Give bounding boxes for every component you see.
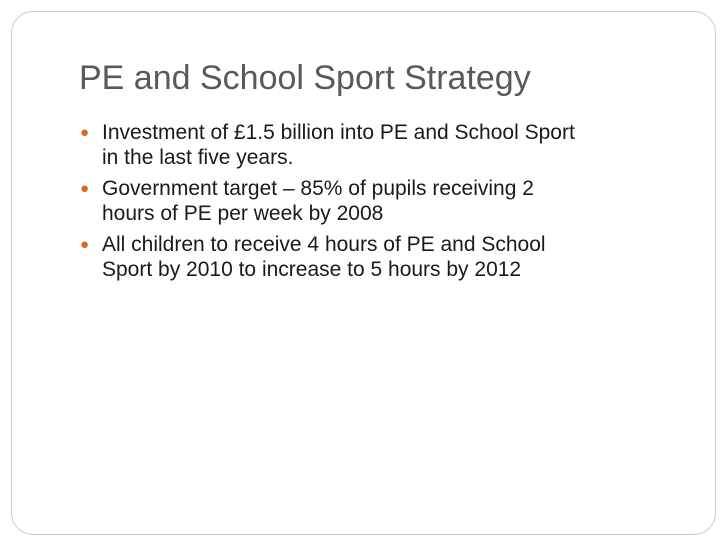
bullet-item [80,120,700,170]
slide-title: PE and School Sport Strategy [79,59,531,97]
bullet-text: Investment of £1.5 billion into PE and School Sport in the last five years. [102,121,575,169]
bullet-text: Government target – 85% of pupils receiving 2 hours of PE per week by 2008 [102,177,534,225]
bullet-marker-icon: ● [80,180,90,197]
bullet-text: All children to receive 4 hours of PE and School Sport by 2010 to increase to 5 hours by 2012 [102,233,546,281]
bullet-list [80,120,700,288]
bullet-marker-icon: ● [80,236,90,253]
bullet-item [80,232,700,282]
bullet-item [80,176,700,226]
bullet-marker-icon: ● [80,124,90,141]
